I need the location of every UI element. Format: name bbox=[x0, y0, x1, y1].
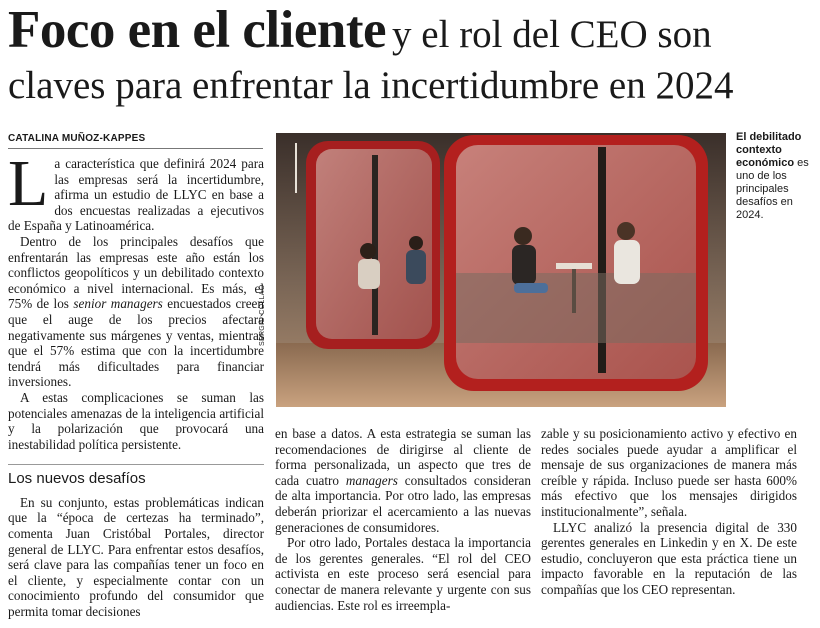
byline: CATALINA MUÑOZ-KAPPES bbox=[8, 133, 263, 149]
article-paragraph-8: LLYC analizó la presencia digital de 330 gerentes generales en Linkedin y en X. De este estudio, concluyeron que esta práctica tiene un impacto favorable en la reputación de las compañías que los CEO representan. bbox=[541, 519, 797, 597]
headline bbox=[8, 1, 814, 107]
article-column-2 bbox=[275, 426, 531, 613]
article-photo bbox=[276, 133, 726, 407]
section-subhead: Los nuevos desafíos bbox=[8, 464, 264, 487]
drop-cap: L bbox=[8, 147, 49, 220]
paragraph-1-text: a característica que definirá 2024 para las empresas será la incertidumbre, afirma un estudio de LLYC en base a dos encuestas realizadas a ejecutivos de España y Latinoamérica. bbox=[8, 156, 264, 234]
photo-caption bbox=[736, 131, 818, 222]
office-pods-photo bbox=[276, 133, 726, 407]
article-column-3 bbox=[541, 426, 797, 598]
article-paragraph-5 bbox=[275, 426, 531, 535]
caption-bold: El debilitado contexto económico bbox=[736, 131, 802, 169]
headline-rest: y el rol del CEO son bbox=[392, 13, 712, 56]
paragraph-5-text-b: consultados consideran de alta importancia. Por otro lado, las empresas deberán priorizar el acercamiento a las nuevas generaciones de consumidores. bbox=[275, 472, 531, 535]
article-paragraph-3: A estas complicaciones se suman las potenciales amenazas de la inteligencia artificial y la polarización que provocará una inestabilidad política persistente. bbox=[8, 389, 264, 452]
article-paragraph-7: zable y su posicionamiento activo y efectivo en redes sociales puede ayudar a amplificar el mensaje de sus organizaciones de manera más creíble y rápida. Incluso puede ser hasta 600% más efectivo que los mensajes dirigidos institucionalmente”, señala. bbox=[541, 426, 797, 519]
headline-line-2: claves para enfrentar la incertidumbre en 2024 bbox=[8, 64, 734, 107]
headline-line-1 bbox=[8, 1, 814, 64]
paragraph-5-emphasis: managers bbox=[345, 472, 398, 488]
photo-credit: SERGIO COLLAO bbox=[259, 284, 266, 346]
paragraph-2-emphasis: senior managers bbox=[73, 296, 163, 312]
article-paragraph-4: En su conjunto, estas problemáticas indican que la “época de certezas ha terminado”, comenta Juan Cristóbal Portales, director general de LLYC. Para enfrentar estos desafíos, será clave para las compañías tener un foco en el cliente, y especialmente contar con un conocimiento profundo del consumidor que permita tomar decisiones bbox=[8, 494, 264, 620]
article-column-1 bbox=[8, 147, 264, 620]
caption-rest: es uno de los principales desafíos en 2024. bbox=[736, 157, 809, 221]
paragraph-2-text-b: encuestados creen que el auge de los precios afectará negativamente sus márgenes y ventas, mientras que el 57% estima que con la incertidumbre tendrá más dificultades para financiar inversiones. bbox=[8, 296, 264, 390]
article-paragraph-1 bbox=[8, 147, 264, 234]
article-paragraph-6: Por otro lado, Portales destaca la importancia de los gerentes generales. “El rol del CEO activista en este proceso será esencial para conectar de manera relevante y urgente con sus audiencias. Este rol es irreempla- bbox=[275, 535, 531, 613]
headline-bold: Foco en el cliente bbox=[8, 1, 387, 59]
article-paragraph-2 bbox=[8, 234, 264, 390]
paragraph-2-text-a: Dentro de los principales desafíos que enfrentarán las empresas este año están los conflictos geopolíticos y un debilitado contexto económico a nivel internacional. Es más, el 75% de los bbox=[8, 233, 264, 312]
paragraph-5-text-a: en base a datos. A esta estrategia se suman las recomendaciones de dirigirse al cliente de forma personalizada, un aspecto que tres de cada cuatro bbox=[275, 426, 531, 488]
